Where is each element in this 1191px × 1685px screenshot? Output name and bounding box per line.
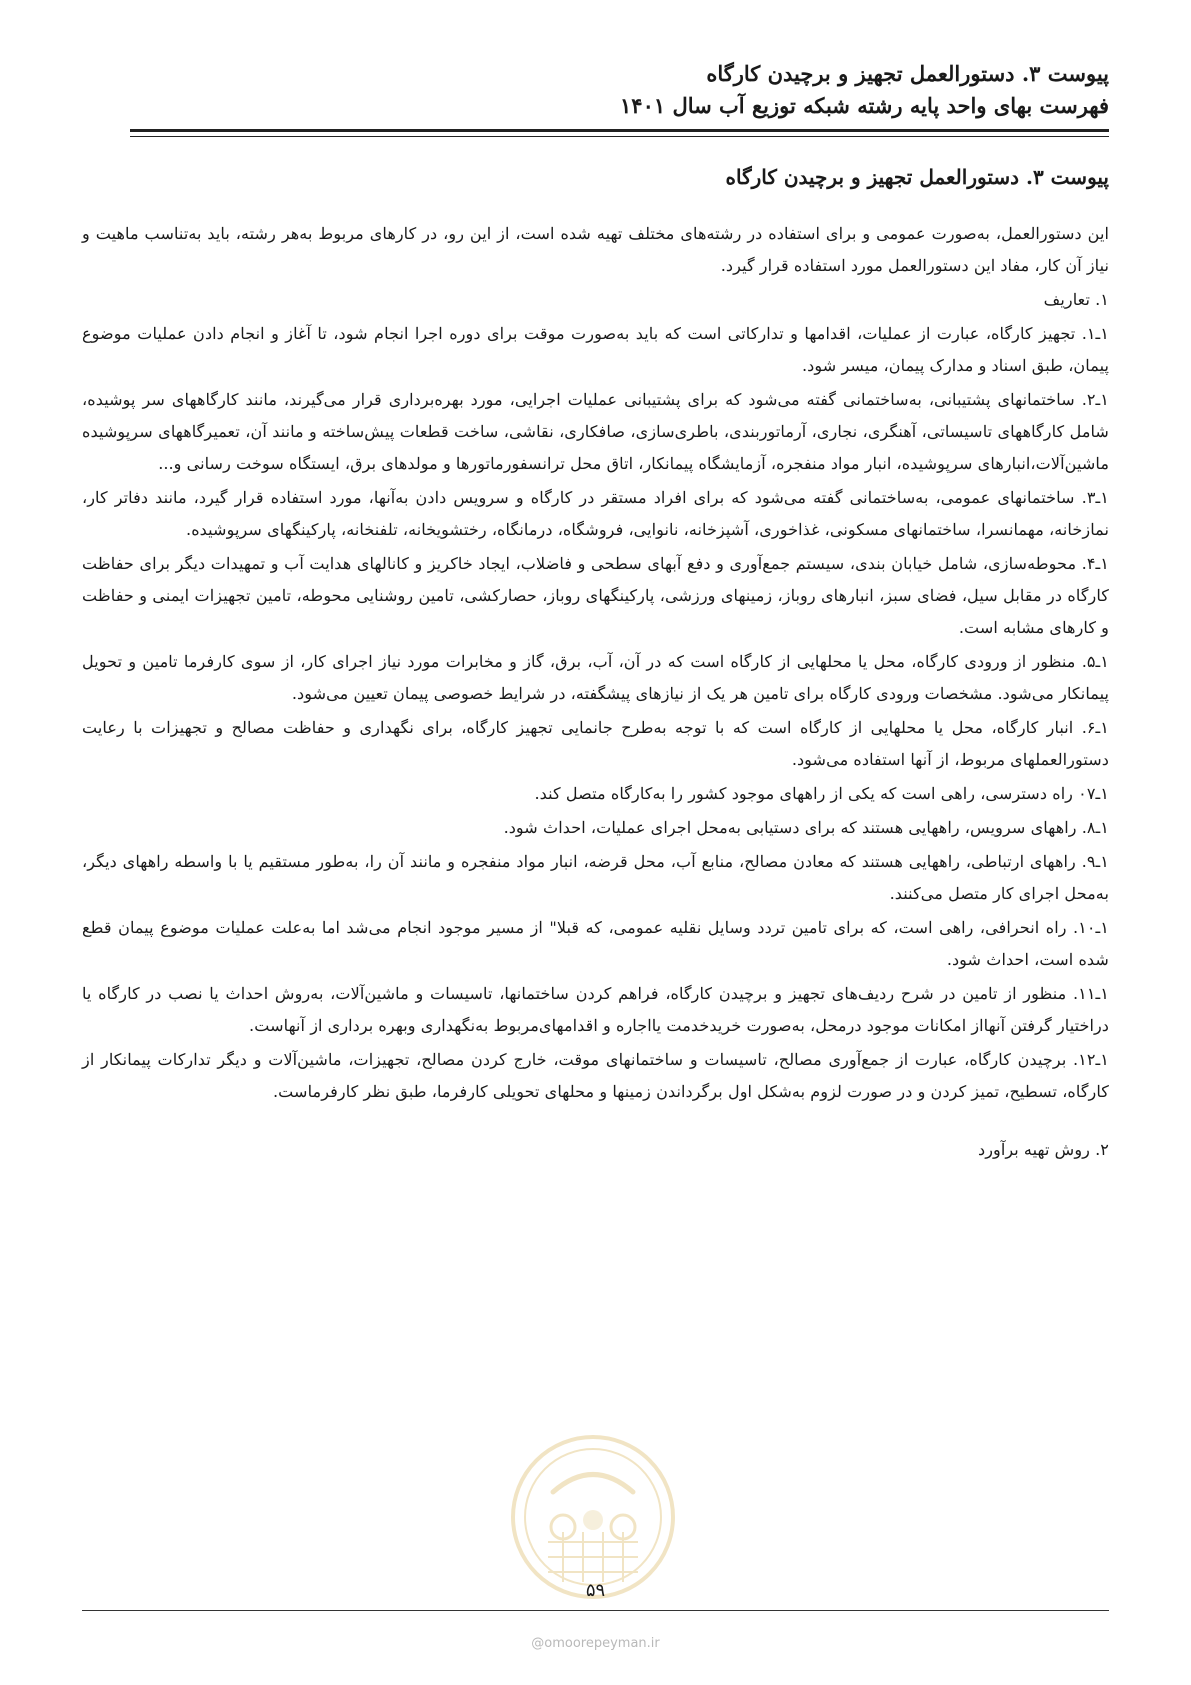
paragraph-1-8: ۱ـ۸. راههای سرویس، راههایی هستند که برای دستیابی به‌محل اجرای عملیات، احداث شود. — [503, 818, 1109, 837]
header-rule-thick — [130, 129, 1109, 132]
paragraph-1-7: ۱ـ۰۷ راه دسترسی، راهی است که یکی از راههای موجود کشور را به‌کارگاه متصل کند. — [534, 784, 1109, 803]
paragraph-1-5: ۱ـ۵. منظور از ورودی کارگاه، محل یا محلهایی از کارگاه است که در آن، آب، برق، گاز و مخابرات مورد نیاز اجرای کار، از سوی کارفرما تامین و تحویل پیمانکار می‌شود. مشخصات ورودی کارگاه برای تامین هر یک از نیازهای پیشگفته، در شرایط خصوصی پیمان تعیین می‌شود. — [82, 652, 1109, 703]
page-number: ۵۹ — [585, 1580, 606, 1601]
footer-site-watermark: @omoorepeyman.ir — [531, 1636, 660, 1651]
footer-rule — [82, 1610, 1109, 1611]
definitions-heading: ۱. تعاریف — [1043, 290, 1109, 309]
intro-paragraph: این دستورالعمل، به‌صورت عمومی و برای استفاده در رشته‌های مختلف تهیه شده است، از این رو، در کارهای مربوط به‌هر رشته، باید به‌تناسب ماهیت و نیاز آن کار، مفاد این دستورالعمل مورد استفاده قرار گیرد. — [82, 224, 1109, 275]
paragraph-1-4: ۱ـ۴. محوطه‌سازی، شامل خیابان بندی، سیستم جمع‌آوری و دفع آبهای سطحی و فاضلاب، ایجاد خاکریز و کانالهای هدایت آب و تمهیدات دیگر برای حفاظت کارگاه در مقابل سیل، فضای سبز، انبارهای روباز، زمینهای ورزشی، پارکینگهای روباز، حصارکشی، تامین روشنایی محوطه، تامین تجهیزات ایمنی و حفاظت و کارهای مشابه است. — [82, 554, 1109, 637]
paragraph-1-9: ۱ـ۹. راههای ارتباطی، راههایی هستند که معادن مصالح، منابع آب، محل قرضه، انبار مواد منفجره و مانند آن را، به‌طور مستقیم یا با واسطه راههای دیگر، به‌محل اجرای کار متصل می‌کنند. — [82, 852, 1109, 903]
page-header — [620, 58, 1109, 122]
paragraph-1-11: ۱ـ۱۱. منظور از تامین در شرح ردیف‌های تجهیز و برچیدن کارگاه، فراهم کردن ساختمانها، تاسیسات و ماشین‌آلات، به‌روش احداث یا نصب در کارگاه یا دراختیار گرفتن آنهااز امکانات موجود درمحل، به‌صورت خریدخدمت یااجاره و اقدامهای‌مربوط به‌نگهداری وبهره برداری از آنهاست. — [82, 984, 1109, 1035]
body-text — [82, 218, 1109, 1168]
paragraph-1-3: ۱ـ۳. ساختمانهای عمومی، به‌ساختمانی گفته می‌شود که برای افراد مستقر در کارگاه و سرویس دادن به‌آنها، مورد استفاده قرار گیرد، مانند دفاتر کار، نمازخانه، مهمانسرا، ساختمانهای مسکونی، غذاخوری، آشپزخانه، نانوایی، فروشگاه، درمانگاه، رختشویخانه، تلفنخانه، پارکینگهای سرپوشیده. — [82, 488, 1109, 539]
header-line-2: فهرست بهای واحد پایه رشته شبکه توزیع آب سال ۱۴۰۱ — [620, 93, 1109, 118]
header-line-1: پیوست ۳. دستورالعمل تجهیز و برچیدن کارگاه — [706, 61, 1109, 86]
paragraph-1-2: ۱ـ۲. ساختمانهای پشتیبانی، به‌ساختمانی گفته می‌شود که برای پشتیبانی عملیات اجرایی، مورد بهره‌برداری قرار می‌گیرند، مانند کارگاههای سر پوشیده، شامل کارگاههای تاسیساتی، آهنگری، نجاری، آرماتوربندی، باطری‌سازی، صافکاری، نقاشی، ساخت قطعات پیش‌ساخته و مانند آن، تعمیرگاههای سرپوشیده ماشین‌آلات،انبارهای سرپوشیده، انبار مواد منفجره، آزمایشگاه پیمانکار، اتاق محل ترانسفورماتورها و مولدهای برق، ایستگاه سوخت رسانی و... — [82, 390, 1109, 473]
method-heading: ۲. روش تهیه برآورد — [978, 1140, 1109, 1159]
watermark-logo-icon — [508, 1432, 678, 1602]
paragraph-1-12: ۱ـ۱۲. برچیدن کارگاه، عبارت از جمع‌آوری مصالح، تاسیسات و ساختمانهای موقت، خارج کردن مصالح، تجهیزات، ماشین‌آلات و دیگر تدارکات پیمانکار از کارگاه، تسطیح، تمیز کردن و در صورت لزوم به‌شکل اول برگرداندن زمینها و محلهای تحویلی کارفرما، طبق نظر کارفرماست. — [82, 1050, 1109, 1101]
paragraph-1-6: ۱ـ۶. انبار کارگاه، محل یا محلهایی از کارگاه است که با توجه به‌طرح جانمایی تجهیز کارگاه، برای نگهداری و حفاظت مصالح و تجهیزات با رعایت دستورالعملهای مربوط، از آنها استفاده می‌شود. — [82, 718, 1109, 769]
paragraph-1-1: ۱ـ۱. تجهیز کارگاه، عبارت از عملیات، اقدامها و تدارکاتی است که باید به‌صورت موقت برای دوره اجرا انجام شود، تا آغاز و انجام دادن عملیات موضوع پیمان، طبق اسناد و مدارک پیمان، میسر شود. — [82, 324, 1109, 375]
section-title: پیوست ۳. دستورالعمل تجهیز و برچیدن کارگاه — [725, 165, 1109, 189]
paragraph-1-10: ۱ـ۱۰. راه انحرافی، راهی است، که برای تامین تردد وسایل نقلیه عمومی، که قبلا" از مسیر موجود انجام می‌شد اما به‌علت عملیات موضوع پیمان قطع شده است، احداث شود. — [82, 918, 1109, 969]
header-rule-thin — [130, 136, 1109, 137]
